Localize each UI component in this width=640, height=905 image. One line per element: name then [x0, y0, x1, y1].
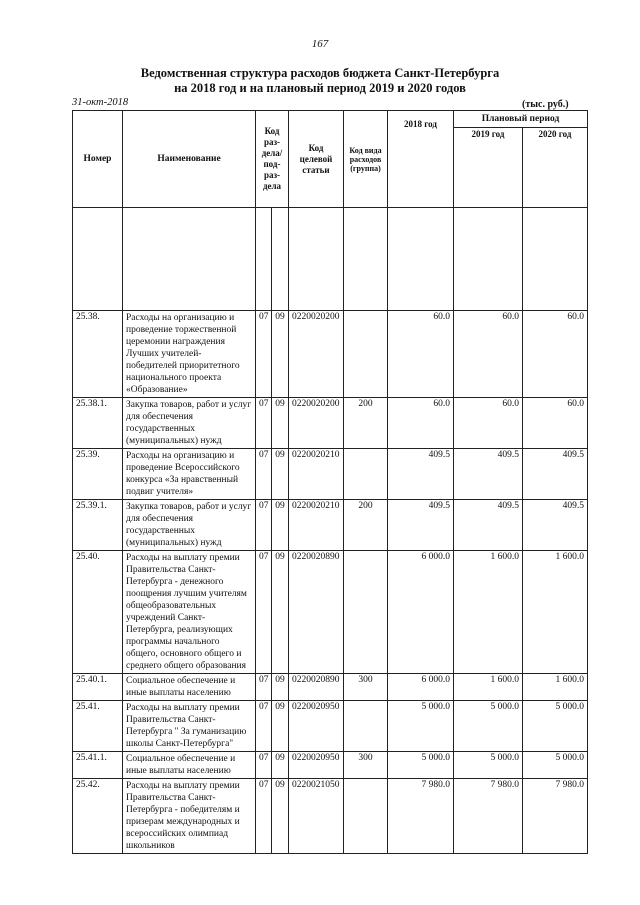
row-value-2019: 409.5	[454, 449, 523, 500]
row-value-2018: 60.0	[388, 398, 454, 449]
row-target-code: 0220020210	[289, 449, 344, 500]
table-body	[73, 311, 588, 854]
row-value-2019: 1 600.0	[454, 674, 523, 701]
row-value-2020: 60.0	[523, 398, 588, 449]
row-value-2020: 7 980.0	[523, 779, 588, 854]
col-header-target: Код целевой статьи	[289, 111, 344, 208]
row-target-code: 0220020890	[289, 551, 344, 674]
row-target-code: 0220020950	[289, 701, 344, 752]
col-header-expense-type: Код вида расходов (группа)	[344, 111, 388, 208]
row-value-2020: 1 600.0	[523, 674, 588, 701]
row-value-2020: 1 600.0	[523, 551, 588, 674]
table-row	[73, 701, 588, 752]
row-value-2018: 5 000.0	[388, 701, 454, 752]
row-number: 25.38.	[73, 311, 123, 398]
row-value-2019: 5 000.0	[454, 752, 523, 779]
table-row	[73, 674, 588, 701]
row-number: 25.42.	[73, 779, 123, 854]
row-section-code: 07	[256, 311, 272, 398]
row-target-code: 0220021050	[289, 779, 344, 854]
row-value-2019: 60.0	[454, 398, 523, 449]
document-title	[0, 66, 640, 96]
row-target-code: 0220020890	[289, 674, 344, 701]
row-section-code: 07	[256, 674, 272, 701]
row-name: Закупка товаров, работ и услуг для обеспечения государственных (муниципальных) нужд	[123, 500, 256, 551]
row-value-2018: 6 000.0	[388, 551, 454, 674]
row-value-2019: 5 000.0	[454, 701, 523, 752]
col-header-section: Код раз-дела/ под-раз-дела	[256, 111, 289, 208]
row-target-code: 0220020200	[289, 398, 344, 449]
row-section-code: 07	[256, 500, 272, 551]
row-value-2018: 409.5	[388, 449, 454, 500]
row-name: Расходы на организацию и проведение Всероссийского конкурса «За нравственный подвиг учителя»	[123, 449, 256, 500]
title-line-2: на 2018 год и на плановый период 2019 и 2020 годов	[174, 81, 466, 95]
row-value-2019: 409.5	[454, 500, 523, 551]
col-header-2018: 2018 год	[388, 111, 454, 208]
header-spacer-row	[73, 208, 588, 311]
row-section-code: 07	[256, 701, 272, 752]
row-name: Социальное обеспечение и иные выплаты населению	[123, 752, 256, 779]
row-number: 25.38.1.	[73, 398, 123, 449]
row-subsection-code: 09	[272, 674, 289, 701]
row-subsection-code: 09	[272, 551, 289, 674]
row-subsection-code: 09	[272, 779, 289, 854]
row-value-2019: 7 980.0	[454, 779, 523, 854]
row-value-2018: 5 000.0	[388, 752, 454, 779]
row-number: 25.39.1.	[73, 500, 123, 551]
row-target-code: 0220020950	[289, 752, 344, 779]
table-row	[73, 311, 588, 398]
row-name: Социальное обеспечение и иные выплаты населению	[123, 674, 256, 701]
row-subsection-code: 09	[272, 398, 289, 449]
row-value-2018: 6 000.0	[388, 674, 454, 701]
col-header-2019: 2019 год	[454, 128, 523, 208]
row-value-2018: 409.5	[388, 500, 454, 551]
budget-table	[72, 110, 588, 854]
row-subsection-code: 09	[272, 311, 289, 398]
row-subsection-code: 09	[272, 500, 289, 551]
row-section-code: 07	[256, 398, 272, 449]
row-name: Расходы на выплату премии Правительства Санкт-Петербурга " За гуманизацию школы Санкт-Петербурга"	[123, 701, 256, 752]
page-number: 167	[311, 38, 329, 50]
row-expense-type	[344, 701, 388, 752]
row-value-2019: 60.0	[454, 311, 523, 398]
row-number: 25.40.	[73, 551, 123, 674]
title-line-1: Ведомственная структура расходов бюджета Санкт-Петербурга	[140, 66, 500, 80]
col-header-number: Номер	[73, 111, 123, 208]
table-row	[73, 752, 588, 779]
row-section-code: 07	[256, 752, 272, 779]
row-subsection-code: 09	[272, 449, 289, 500]
table-row	[73, 779, 588, 854]
row-value-2020: 5 000.0	[523, 752, 588, 779]
row-number: 25.39.	[73, 449, 123, 500]
row-target-code: 0220020210	[289, 500, 344, 551]
row-number: 25.41.1.	[73, 752, 123, 779]
row-value-2020: 60.0	[523, 311, 588, 398]
row-number: 25.40.1.	[73, 674, 123, 701]
row-value-2020: 5 000.0	[523, 701, 588, 752]
row-expense-type	[344, 311, 388, 398]
row-value-2019: 1 600.0	[454, 551, 523, 674]
row-expense-type	[344, 449, 388, 500]
row-number: 25.41.	[73, 701, 123, 752]
document-date: 31-окт-2018	[72, 97, 129, 108]
row-section-code: 07	[256, 779, 272, 854]
row-name: Расходы на организацию и проведение торжественной церемонии награждения Лучших учителей-победителей приоритетного национального проекта «Образование»	[123, 311, 256, 398]
row-value-2018: 60.0	[388, 311, 454, 398]
row-target-code: 0220020200	[289, 311, 344, 398]
table-row	[73, 449, 588, 500]
row-expense-type	[344, 551, 388, 674]
row-expense-type: 200	[344, 398, 388, 449]
row-section-code: 07	[256, 551, 272, 674]
table-row	[73, 500, 588, 551]
row-subsection-code: 09	[272, 701, 289, 752]
row-value-2018: 7 980.0	[388, 779, 454, 854]
row-expense-type	[344, 779, 388, 854]
units-label: (тыс. руб.)	[522, 99, 569, 110]
col-header-2020: 2020 год	[523, 128, 588, 208]
row-expense-type: 300	[344, 674, 388, 701]
row-name: Расходы на выплату премии Правительства Санкт-Петербурга - денежного поощрения лучшим учителям общеобразовательных учреждений Санкт-Петербурга, реализующих программы начального общего, основного общего и среднего общего образования	[123, 551, 256, 674]
row-name: Закупка товаров, работ и услуг для обеспечения государственных (муниципальных) нужд	[123, 398, 256, 449]
col-header-planned-period: Плановый период	[454, 111, 588, 128]
row-value-2020: 409.5	[523, 500, 588, 551]
table-row	[73, 551, 588, 674]
row-subsection-code: 09	[272, 752, 289, 779]
row-value-2020: 409.5	[523, 449, 588, 500]
col-header-name: Наименование	[123, 111, 256, 208]
row-expense-type: 300	[344, 752, 388, 779]
table-row	[73, 398, 588, 449]
table-header-row	[73, 111, 588, 128]
row-expense-type: 200	[344, 500, 388, 551]
row-name: Расходы на выплату премии Правительства Санкт-Петербурга - победителям и призерам международных и всероссийских олимпиад школьников	[123, 779, 256, 854]
row-section-code: 07	[256, 449, 272, 500]
